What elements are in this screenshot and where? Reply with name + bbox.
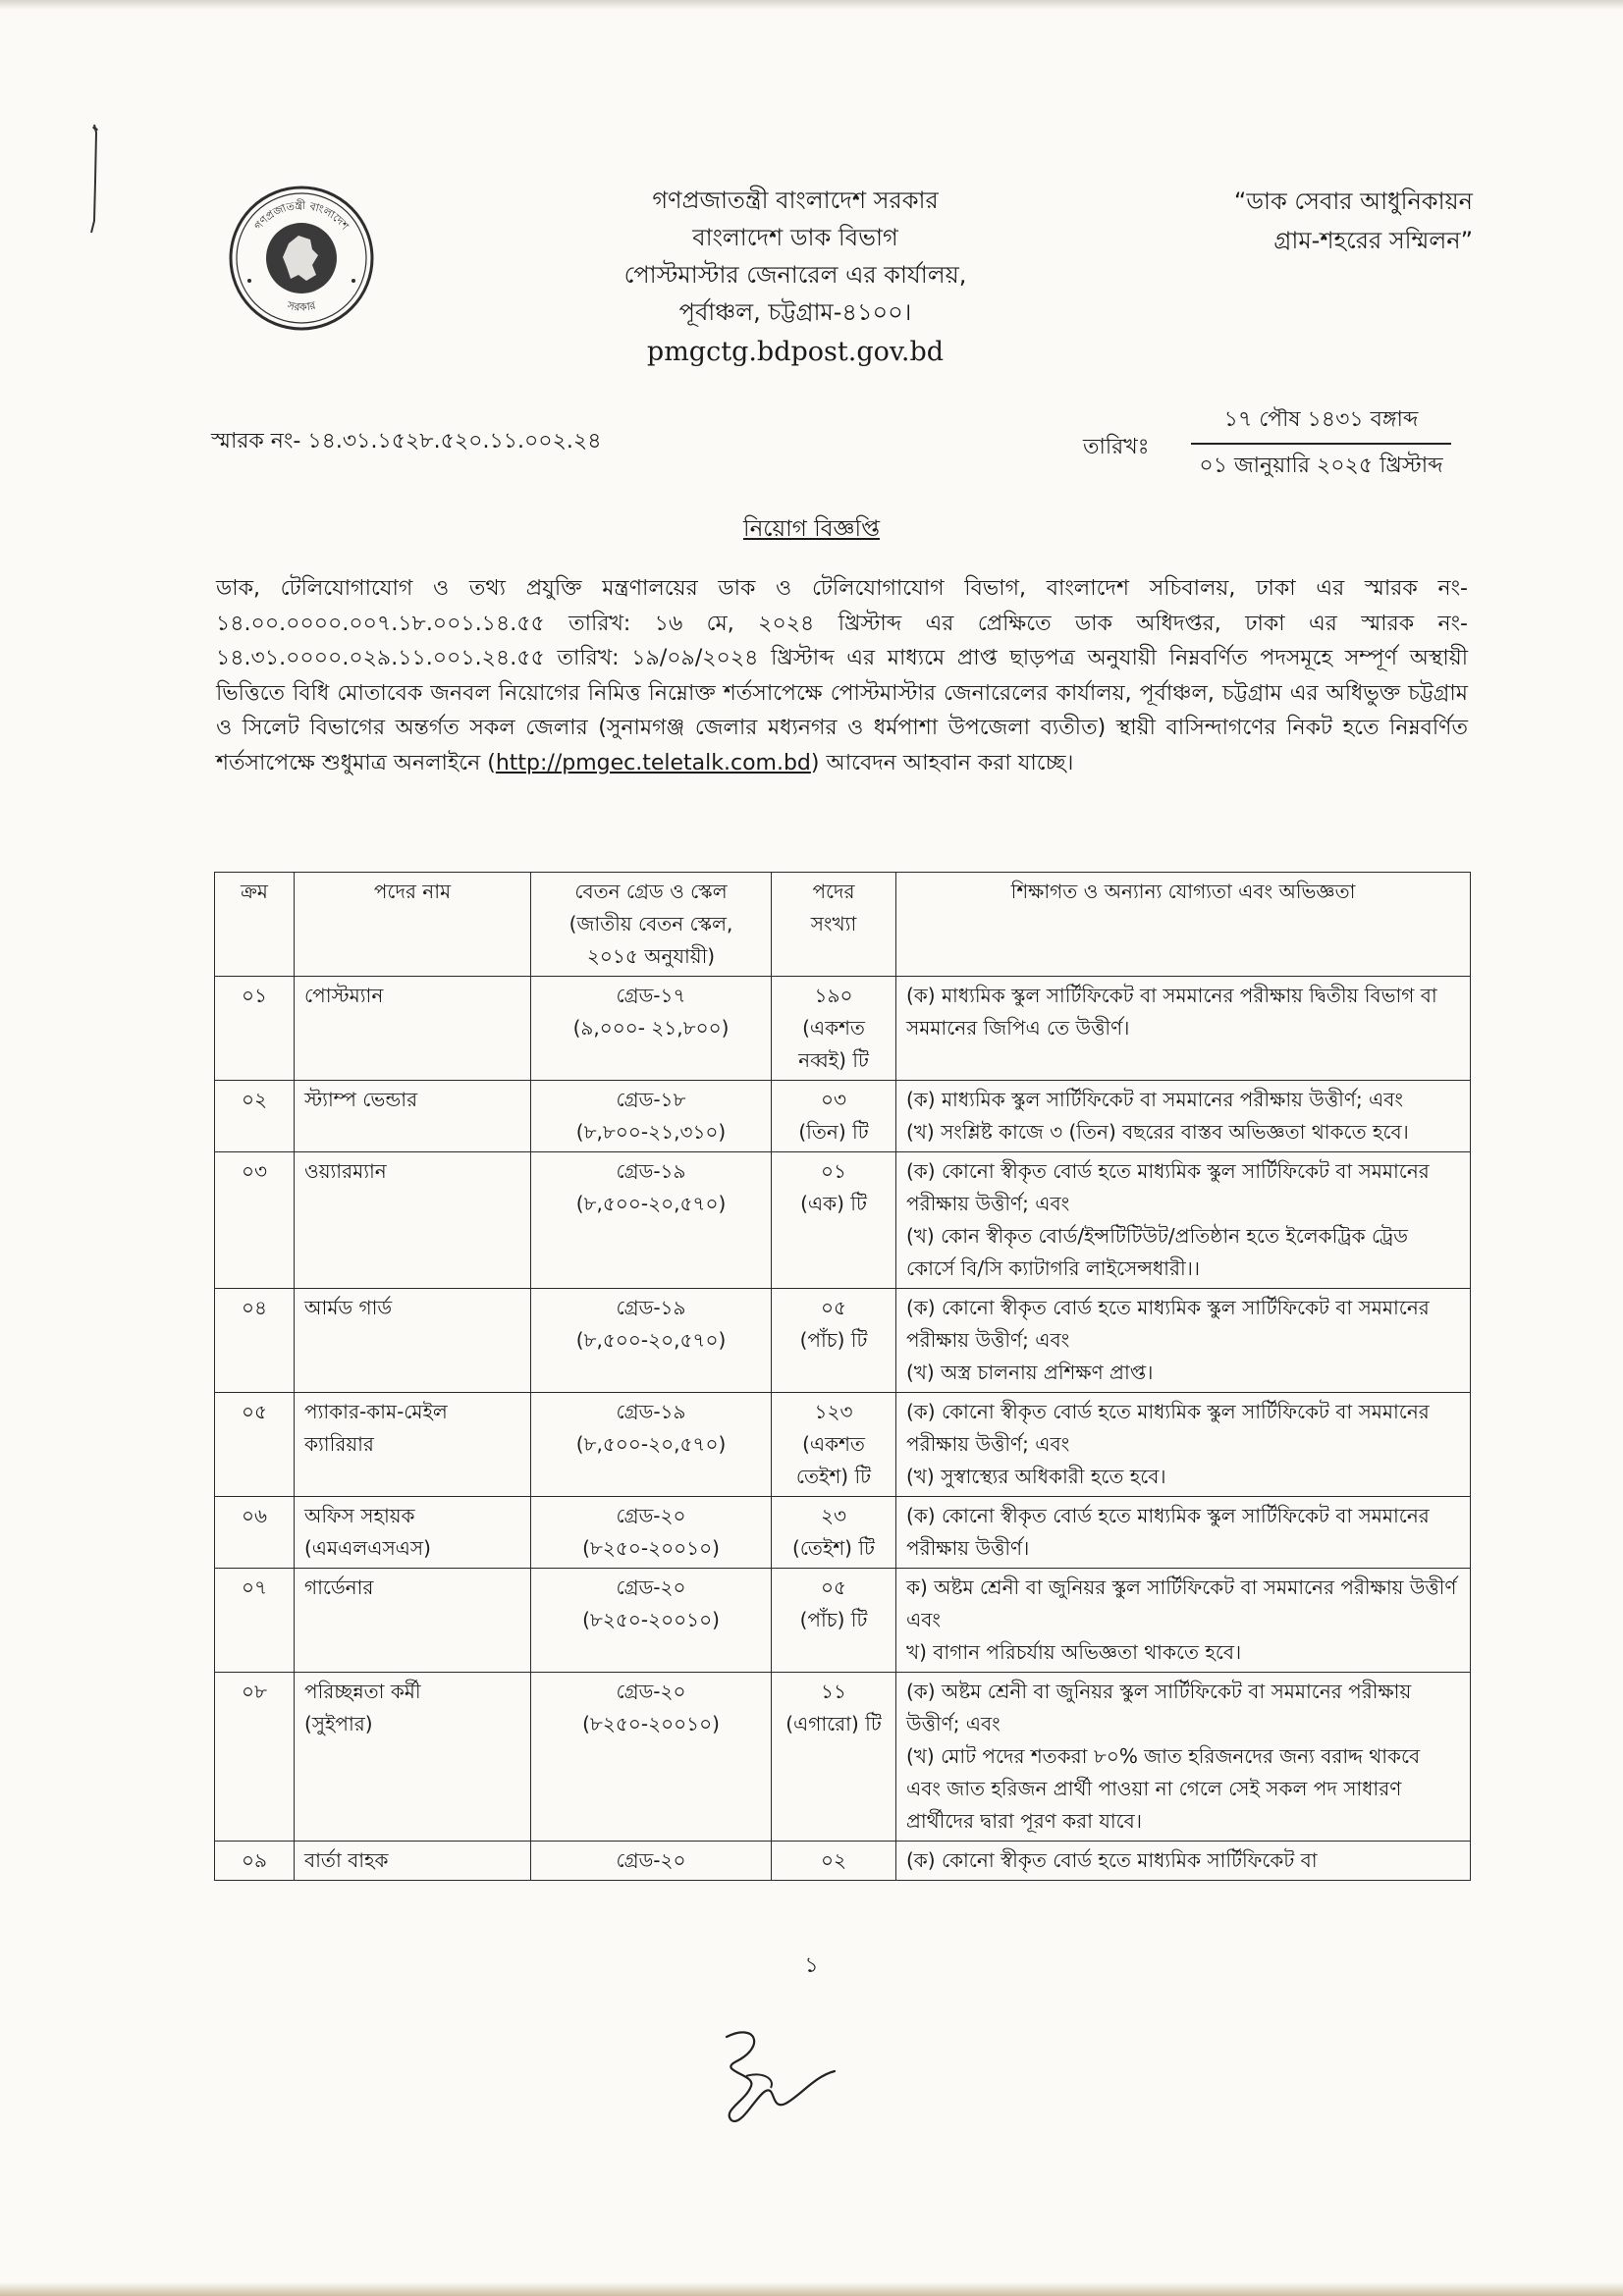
cell-grade-line: (৮,৫০০-২০,৫৭০): [575, 1432, 727, 1456]
header-grade-line: ২০১৫ অনুযায়ী): [586, 944, 716, 968]
header-grade: [531, 873, 772, 977]
cell-grade-line: (৮২৫০-২০০১০): [582, 1536, 720, 1560]
page-top-edge: [0, 0, 1623, 10]
cell-count: [772, 1152, 896, 1289]
notice-title: নিয়োগ বিজ্ঞপ্তি: [742, 516, 881, 542]
cell-grade: [531, 1289, 772, 1393]
cell-qualification: [896, 1842, 1471, 1881]
office-line: পোস্টমাস্টার জেনারেল এর কার্যালয়,: [623, 261, 967, 289]
cell-post-name-line: গার্ডেনার: [304, 1575, 374, 1599]
table-row: [215, 1081, 1471, 1152]
header-count-line: সংখ্যা: [810, 912, 857, 935]
table-row: [215, 1569, 1471, 1673]
cell-sl: [215, 1569, 295, 1673]
cell-count-line: (পাঁচ) টি: [799, 1328, 868, 1352]
body-text-part: ) আবেদন আহবান করা যাচ্ছে।: [810, 750, 1074, 775]
cell-sl-line: ০৮: [242, 1680, 267, 1703]
office-address: [550, 182, 1041, 374]
signature-mark: [697, 2017, 844, 2130]
cell-post-name-line: স্ট্যাম্প ভেন্ডার: [304, 1088, 418, 1111]
cell-count-line: তেইশ) টি: [795, 1465, 872, 1488]
cell-sl-line: ০৫: [242, 1400, 267, 1423]
table-row: [215, 1842, 1471, 1881]
cell-qualification: [896, 1393, 1471, 1497]
cell-grade-line: (৮২৫০-২০০১০): [582, 1712, 720, 1735]
cell-qualification: [896, 1081, 1471, 1152]
header-post-name: পদের নাম: [295, 873, 531, 977]
cell-qualification: [896, 977, 1471, 1081]
slogan: [1100, 182, 1473, 260]
cell-post-name-line: ওয়্যারম্যান: [304, 1159, 387, 1183]
date-block: [1191, 402, 1451, 485]
table-row: [215, 977, 1471, 1081]
cell-count: [772, 1289, 896, 1393]
table-header-row: [215, 873, 1471, 977]
cell-sl-line: ০৩: [241, 1159, 267, 1183]
seal-bottom-text: সরকার: [286, 298, 317, 314]
cell-count-line: (তেইশ) টি: [792, 1536, 875, 1560]
cell-count: [772, 1673, 896, 1842]
cell-qualification: [896, 1152, 1471, 1289]
cell-post-name: [295, 977, 531, 1081]
margin-pen-mark: [88, 123, 100, 236]
cell-post-name: [295, 1842, 531, 1881]
cell-post-name: [295, 1081, 531, 1152]
cell-sl: [215, 1289, 295, 1393]
cell-qualification-line: (ক) কোনো স্বীকৃত বোর্ড হতে মাধ্যমিক সার্টিফিকেট বা: [906, 1848, 1318, 1872]
cell-sl-line: ০৭: [241, 1575, 267, 1599]
cell-qualification: [896, 1497, 1471, 1569]
cell-grade-line: গ্রেড-১৯: [616, 1296, 686, 1319]
cell-post-name-line: পোস্টম্যান: [304, 984, 384, 1007]
cell-count-line: (এগারো) টি: [785, 1712, 882, 1735]
cell-qualification-line: (ক) মাধ্যমিক স্কুল সার্টিফিকেট বা সমমানের পরীক্ষায় উত্তীর্ণ; এবং: [906, 1088, 1404, 1111]
cell-sl: [215, 1393, 295, 1497]
cell-qualification-line: (ক) মাধ্যমিক স্কুল সার্টিফিকেট বা সমমানের পরীক্ষায় দ্বিতীয় বিভাগ বা সমমানের জিপিএ তে উত্তীর্ণ।: [906, 984, 1437, 1040]
cell-sl-line: ০৬: [241, 1504, 267, 1527]
cell-count-line: (একশত: [802, 1016, 865, 1040]
cell-count-line: (এক) টি: [800, 1192, 867, 1215]
cell-qualification-line: খ) বাগান পরিচর্যায় অভিজ্ঞতা থাকতে হবে।: [906, 1640, 1242, 1664]
cell-post-name-line: (এমএলএসএস): [304, 1536, 431, 1560]
cell-grade: [531, 977, 772, 1081]
cell-grade-line: (৮,৫০০-২০,৫৭০): [575, 1192, 727, 1215]
cell-post-name: [295, 1152, 531, 1289]
cell-qualification-line: ক) অষ্টম শ্রেনী বা জুনিয়র স্কুল সার্টিফিকেট বা সমমানের পরীক্ষায় উত্তীর্ণ এবং: [906, 1575, 1457, 1631]
cell-grade-line: গ্রেড-১৯: [616, 1400, 686, 1423]
page-number: ১: [804, 1953, 819, 1978]
cell-count-line: ০২: [820, 1848, 846, 1872]
table-row: [215, 1497, 1471, 1569]
cell-count-line: ০৫: [821, 1575, 846, 1599]
memo-number: স্মারক নং- ১৪.৩১.১৫২৮.৫২০.১১.০০২.২৪: [211, 429, 602, 454]
cell-grade: [531, 1497, 772, 1569]
cell-count: [772, 1569, 896, 1673]
cell-count: [772, 1497, 896, 1569]
table-row: [215, 1289, 1471, 1393]
notice-body: [216, 571, 1468, 780]
cell-grade-line: গ্রেড-১৯: [616, 1159, 686, 1183]
office-website: pmgctg.bdpost.gov.bd: [646, 337, 945, 367]
notice-title-wrap: [0, 510, 1623, 549]
cell-count: [772, 1081, 896, 1152]
cell-post-name: [295, 1393, 531, 1497]
cell-qualification-line: (খ) মোট পদের শতকরা ৮০% জাত হরিজনদের জন্য বরাদ্দ থাকবে এবং জাত হরিজন প্রার্থী পাওয়া না গেলে সেই সকল পদ সাধারণ প্রার্থীদের দ্বারা পূরণ করা যাবে।: [906, 1744, 1421, 1833]
cell-qualification: [896, 1673, 1471, 1842]
cell-grade-line: (৮২৫০-২০০১০): [582, 1608, 720, 1631]
cell-qualification-line: (ক) কোনো স্বীকৃত বোর্ড হতে মাধ্যমিক স্কুল সার্টিফিকেট বা সমমানের পরীক্ষায় উত্তীর্ণ।: [906, 1504, 1430, 1560]
cell-count-line: (একশত: [802, 1432, 865, 1456]
cell-grade-line: (৯,০০০- ২১,৮০০): [572, 1016, 730, 1040]
cell-qualification-line: (ক) কোনো স্বীকৃত বোর্ড হতে মাধ্যমিক স্কুল সার্টিফিকেট বা সমমানের পরীক্ষায় উত্তীর্ণ; এবং: [906, 1159, 1430, 1215]
seal-top-text: গণপ্রজাতন্ত্রী বাংলাদেশ: [251, 198, 352, 233]
cell-post-name: [295, 1673, 531, 1842]
header-grade-line: বেতন গ্রেড ও স্কেল: [574, 880, 728, 903]
cell-sl: [215, 977, 295, 1081]
cell-count-line: ০১: [821, 1159, 846, 1183]
cell-qualification-line: (খ) কোন স্বীকৃত বোর্ড/ইন্সটিটিউট/প্রতিষ্ঠান হতে ইলেকট্রিক ট্রেড কোর্সে বি/সি ক্যাটাগরি লাইসেন্সধারী।।: [906, 1224, 1408, 1280]
header-qualification: শিক্ষাগত ও অন্যান্য যোগ্যতা এবং অভিজ্ঞতা: [896, 873, 1471, 977]
cell-count-line: ১১: [821, 1680, 846, 1703]
cell-grade: [531, 1842, 772, 1881]
cell-post-name-line: আর্মড গার্ড: [304, 1296, 393, 1319]
cell-sl: [215, 1673, 295, 1842]
svg-text:সরকার: [285, 298, 317, 313]
cell-count-line: (তিন) টি: [798, 1120, 869, 1144]
cell-count-line: (পাঁচ) টি: [799, 1608, 868, 1631]
cell-count-line: ০৩: [820, 1088, 846, 1111]
date-english: ০১ জানুয়ারি ২০২৫ খ্রিস্টাব্দ: [1199, 454, 1443, 478]
cell-grade-line: গ্রেড-২০: [616, 1504, 686, 1527]
cell-grade-line: গ্রেড-২০: [616, 1575, 686, 1599]
cell-count-line: নব্বই) টি: [798, 1048, 869, 1072]
cell-qualification: [896, 1569, 1471, 1673]
posts-table-body: [215, 977, 1471, 1881]
cell-grade-line: গ্রেড-১৮: [616, 1088, 686, 1111]
table-row: [215, 1152, 1471, 1289]
cell-qualification-line: (খ) সংশ্লিষ্ট কাজে ৩ (তিন) বছরের বাস্তব অভিজ্ঞতা থাকতে হবে।: [906, 1120, 1409, 1144]
header-grade-line: (জাতীয় বেতন স্কেল,: [568, 912, 733, 935]
application-url-link[interactable]: http://pmgec.teletalk.com.bd: [495, 750, 811, 775]
header-count: [772, 873, 896, 977]
cell-post-name-line: (সুইপার): [304, 1712, 373, 1735]
cell-sl: [215, 1152, 295, 1289]
office-line: গণপ্রজাতন্ত্রী বাংলাদেশ সরকার: [652, 187, 939, 214]
cell-sl: [215, 1842, 295, 1881]
header-sl: ক্রম: [215, 873, 295, 977]
cell-grade-line: গ্রেড-২০: [616, 1848, 686, 1872]
cell-grade-line: (৮,৮০০-২১,৩১০): [575, 1120, 727, 1144]
cell-sl-line: ০৪: [242, 1296, 267, 1319]
cell-qualification-line: (ক) কোনো স্বীকৃত বোর্ড হতে মাধ্যমিক স্কুল সার্টিফিকেট বা সমমানের পরীক্ষায় উত্তীর্ণ; এবং: [906, 1400, 1430, 1456]
cell-qualification: [896, 1289, 1471, 1393]
cell-grade-line: গ্রেড-১৭: [616, 984, 686, 1007]
cell-post-name-line: পরিচ্ছন্নতা কর্মী: [304, 1680, 421, 1703]
cell-sl-line: ০৯: [242, 1848, 267, 1872]
cell-grade-line: (৮,৫০০-২০,৫৭০): [575, 1328, 727, 1352]
cell-sl-line: ০২: [241, 1088, 267, 1111]
cell-post-name: [295, 1497, 531, 1569]
cell-qualification-line: (খ) সুস্বাস্থ্যের অধিকারী হতে হবে।: [906, 1465, 1166, 1488]
cell-count-line: ১৯০: [814, 984, 853, 1007]
posts-table: [214, 872, 1471, 1881]
cell-post-name-line: বার্তা বাহক: [304, 1848, 389, 1872]
header-count-line: পদের: [812, 880, 855, 903]
cell-grade: [531, 1569, 772, 1673]
government-seal-icon: [228, 185, 375, 332]
slogan-line: গ্রাম-শহরের সম্মিলন”: [1273, 227, 1473, 254]
cell-qualification-line: (খ) অস্ত্র চালনায় প্রশিক্ষণ প্রাপ্ত।: [906, 1361, 1154, 1384]
date-bangla: ১৭ পৌষ ১৪৩১ বঙ্গাব্দ: [1191, 402, 1451, 445]
cell-grade: [531, 1152, 772, 1289]
table-row: [215, 1393, 1471, 1497]
cell-qualification-line: (ক) কোনো স্বীকৃত বোর্ড হতে মাধ্যমিক স্কুল সার্টিফিকেট বা সমমানের পরীক্ষায় উত্তীর্ণ; এবং: [906, 1296, 1430, 1352]
cell-post-name: [295, 1289, 531, 1393]
table-row: [215, 1673, 1471, 1842]
office-line: পূর্বাঞ্চল, চট্টগ্রাম-৪১০০।: [678, 298, 912, 326]
cell-post-name: [295, 1569, 531, 1673]
cell-sl: [215, 1081, 295, 1152]
cell-post-name-line: অফিস সহায়ক: [304, 1504, 415, 1527]
cell-post-name-line: ক্যারিয়ার: [304, 1432, 374, 1456]
cell-sl: [215, 1497, 295, 1569]
cell-count-line: ১২৩: [814, 1400, 853, 1423]
office-line: বাংলাদেশ ডাক বিভাগ: [692, 224, 898, 251]
cell-count: [772, 977, 896, 1081]
cell-qualification-line: (ক) অষ্টম শ্রেনী বা জুনিয়র স্কুল সার্টিফিকেট বা সমমানের পরীক্ষায় উত্তীর্ণ; এবং: [906, 1680, 1412, 1735]
cell-count-line: ০৫: [821, 1296, 846, 1319]
slogan-line: “ডাক সেবার আধুনিকায়ন: [1233, 187, 1473, 215]
cell-grade: [531, 1081, 772, 1152]
cell-post-name-line: প্যাকার-কাম-মেইল: [304, 1400, 448, 1423]
body-text-part: ডাক, টেলিযোগাযোগ ও তথ্য প্রযুক্তি মন্ত্রণালয়ের ডাক ও টেলিযোগাযোগ বিভাগ, বাংলাদেশ সচিবালয়, ঢাকা এর স্মারক নং- ১৪.০০.০০০০.০০৭.১৮.০০১.১৪.৫৫ তারিখ: ১৬ মে, ২০২৪ খ্রিস্টাব্দ এর প্রেক্ষিতে ডাক অধিদপ্তর, ঢাকা এর স্মারক নং- ১৪.৩১.০০০০.০২৯.১১.০০১.২৪.৫৫ তারিখ: ১৯/০৯/২০২৪ খ্রিস্টাব্দ এর মাধ্যমে প্রাপ্ত ছাড়পত্র অনুযায়ী নিম্নবর্ণিত পদসমূহে সম্পূর্ণ অস্থায়ী ভিত্তিতে বিধি মোতাবেক জনবল নিয়োগের নিমিত্ত নিম্নোক্ত শর্তসাপেক্ষে পোস্টমাস্টার জেনারেলের কার্যালয়, পূর্বাঞ্চল, চট্টগ্রাম এর অধিভুক্ত চট্টগ্রাম ও সিলেট বিভাগের অন্তর্গত সকল জেলার (সুনামগঞ্জ জেলার মধ্যনগর ও ধর্মপাশা উপজেলা ব্যতীত) স্থায়ী বাসিন্দাগণের নিকট হতে নিম্নবর্ণিত শর্তসাপেক্ষে শুধুমাত্র অনলাইনে (: [216, 576, 1468, 775]
cell-sl-line: ০১: [242, 984, 267, 1007]
cell-grade-line: গ্রেড-২০: [616, 1680, 686, 1703]
cell-count: [772, 1842, 896, 1881]
cell-count-line: ২৩: [820, 1504, 846, 1527]
date-label: তারিখঃ: [1083, 435, 1150, 459]
cell-grade: [531, 1673, 772, 1842]
cell-grade: [531, 1393, 772, 1497]
cell-count: [772, 1393, 896, 1497]
page-bottom-edge: [0, 2282, 1623, 2296]
